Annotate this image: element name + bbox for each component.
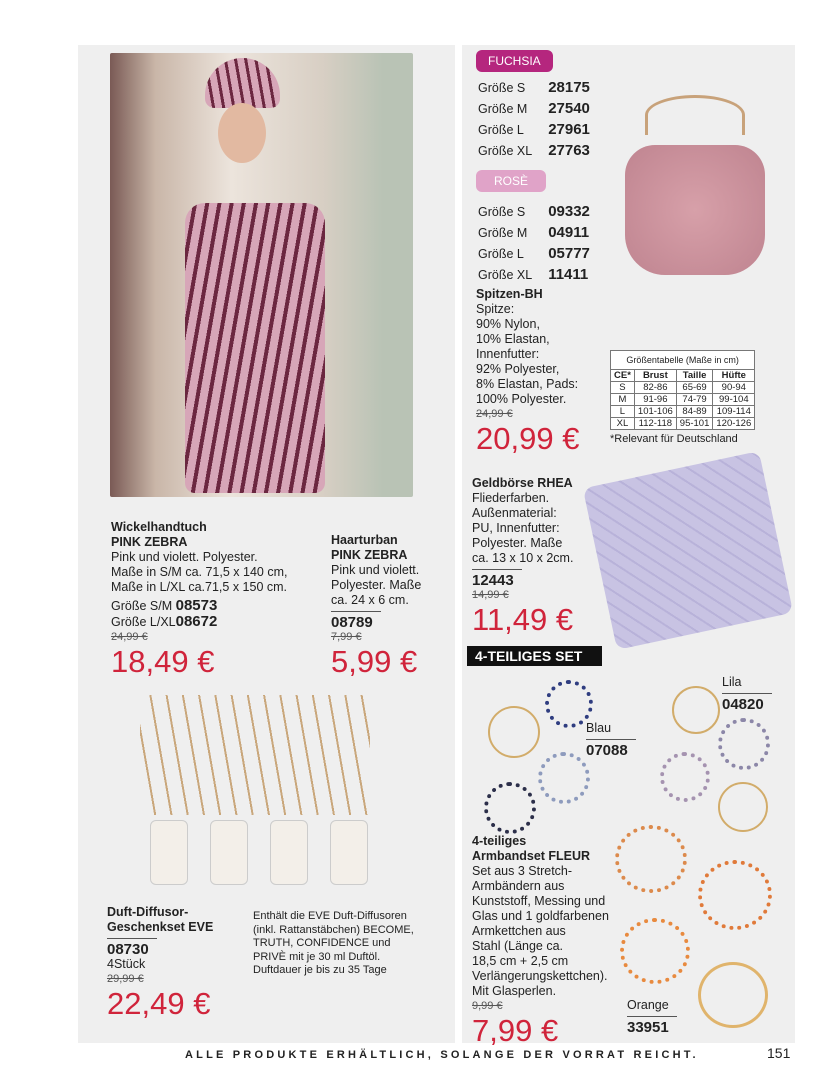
diffuser-desc: Duftdauer je bis zu 35 Tage [253,964,387,976]
turban-figure [205,58,280,108]
old-price: 29,99 € [107,973,144,985]
divider [627,1016,677,1017]
size-label: Größe S [478,80,526,95]
bracelet-lila [718,718,770,770]
turban-subtitle: PINK ZEBRA [331,548,408,562]
article-code: 08672 [175,613,218,630]
table-header: Hüfte [713,370,755,382]
size-label: Größe XL [478,143,533,158]
cell: 101-106 [634,406,676,418]
towel-desc: Maße in S/M ca. 71,5 x 140 cm, [111,565,288,579]
towel-desc: Pink und violett. Polyester. [111,550,258,564]
bracelet-orange [620,918,690,984]
bra-desc: 8% Elastan, Pads: [476,377,579,391]
wallet-desc: ca. 13 x 10 x 2cm. [472,551,574,565]
cell: 112-118 [634,418,676,430]
old-price: 24,99 € [476,408,513,420]
bra-desc: 10% Elastan, [476,332,550,346]
divider [107,938,157,939]
towel-title: Wickelhandtuch [111,520,207,534]
table-row [611,394,755,406]
cell: 65-69 [676,382,713,394]
article-code: 05777 [548,245,590,262]
table-header: Taille [676,370,713,382]
cell: 109-114 [713,406,755,418]
size-list [476,200,592,286]
table-header: Brust [634,370,676,382]
article-code: 27961 [548,121,590,138]
diffuser-desc: TRUTH, CONFIDENCE und [253,937,391,949]
variant-name: Blau [586,721,612,735]
price: 11,49 € [472,602,574,637]
size-label: Größe S [478,204,526,219]
size-label: Größe L [478,122,524,137]
cell: 74-79 [676,394,713,406]
cell: 82-86 [634,382,676,394]
bracelet-blue [538,752,590,804]
size-table-note: *Relevant für Deutschland [610,433,738,445]
cell: 120-126 [713,418,755,430]
article-code: 08730 [107,941,149,958]
size-label: Größe M [478,101,528,116]
divider [472,569,522,570]
cell: S [611,382,635,394]
bracelet-blue [484,782,536,834]
bracelet-desc: Set aus 3 Stretch- [472,864,573,878]
bra-desc: Innenfutter: [476,347,540,361]
bracelet-desc: Armkettchen aus [472,924,566,938]
cell: 99-104 [713,394,755,406]
cell: XL [611,418,635,430]
cell: 91-96 [634,394,676,406]
old-price: 7,99 € [331,631,362,643]
article-code: 04911 [548,224,590,241]
variant-badge-rose: ROSÈ [476,170,546,192]
turban-desc: Pink und violett. [331,563,420,577]
bracelet-desc: Verlängerungskettchen). [472,969,608,983]
wallet-desc: Außenmaterial: [472,506,557,520]
old-price: 9,99 € [472,1000,503,1012]
diffuser-desc: PRIVÈ mit je 30 ml Duftöl. [253,950,381,963]
cell: L [611,406,635,418]
turban-title: Haarturban [331,533,398,547]
bra-title: Spitzen-BH [476,287,543,301]
wallet-title: Geldbörse RHEA [472,476,573,490]
size-label: Größe L/XL [111,615,176,629]
page-number: 151 [767,1045,791,1061]
price: 20,99 € [476,421,580,456]
article-code: 27540 [548,100,590,117]
bracelet-orange [698,962,768,1028]
old-price: 14,99 € [472,589,509,601]
size-list [476,76,592,162]
bracelet-desc: 18,5 cm + 2,5 cm [472,954,569,968]
size-label: Größe XL [478,267,533,282]
diffuser-desc: Enthält die EVE Duft-Diffusoren [253,910,407,922]
towel-photo [110,53,413,497]
size-label: Größe L [478,246,524,261]
towel-figure [185,203,325,493]
bracelet-lila [718,782,768,832]
cell: 84-89 [676,406,713,418]
article-code: 28175 [548,79,590,96]
article-code: 27763 [548,142,590,159]
price: 18,49 € [111,644,215,679]
size-table [610,350,755,430]
price: 22,49 € [107,986,211,1021]
wallet-desc: PU, Innenfutter: [472,521,560,535]
cell: M [611,394,635,406]
divider [722,693,772,694]
article-code: 08573 [175,597,218,614]
availability-notice: ALLE PRODUKTE ERHÄLTLICH, SOLANGE DER VORRAT REICHT. [185,1049,699,1061]
diffuser-title: Duft-Diffusor- [107,905,189,919]
article-code: 08789 [331,614,373,631]
wallet-desc: Fliederfarben. [472,491,550,505]
bra-desc: 100% Polyester. [476,392,567,406]
table-row [611,418,755,430]
bracelet-title: 4-teiliges [472,834,527,848]
bra-desc: 90% Nylon, [476,317,540,331]
bracelet-desc: Armbändern aus [472,879,565,893]
article-code: 07088 [586,742,628,759]
wallet-desc: Polyester. Maße [472,536,563,550]
cell: 90-94 [713,382,755,394]
turban-desc: Polyester. Maße [331,578,422,592]
bracelet-gold [488,706,540,758]
bra-photo [615,95,775,280]
divider [586,739,636,740]
bra-desc: Spitze: [476,302,515,316]
bra-desc: 92% Polyester, [476,362,560,376]
bracelet-desc: Kunststoff, Messing und [472,894,606,908]
old-price: 24,99 € [111,631,148,643]
size-label: Größe M [478,225,528,240]
face [218,103,266,163]
variant-name: Lila [722,675,742,689]
bracelet-orange [615,825,687,893]
article-code: 12443 [472,572,514,589]
article-code: 09332 [548,203,590,220]
variant-badge-fuchsia: FUCHSIA [476,50,553,72]
bracelet-lila [672,686,720,734]
bracelet-desc: Stahl (Länge ca. [472,939,564,953]
article-code: 04820 [722,696,764,713]
towel-subtitle: PINK ZEBRA [111,535,188,549]
table-header: CE* [611,370,635,382]
diffuser-photo [130,695,380,890]
quantity: 4Stück [107,957,146,971]
divider [331,611,381,612]
size-label: Größe S/M [111,599,173,613]
towel-desc: Maße in L/XL ca.71,5 x 150 cm. [111,580,288,594]
diffuser-subtitle: Geschenkset EVE [107,920,214,934]
bracelet-subtitle: Armbandset FLEUR [472,849,591,863]
bracelet-desc: Glas und 1 goldfarbenen [472,909,609,923]
set-banner: 4-TEILIGES SET [467,646,602,666]
diffuser-desc: (inkl. Rattanstäbchen) BECOME, [253,923,414,936]
turban-desc: ca. 24 x 6 cm. [331,593,409,607]
bracelet-desc: Mit Glasperlen. [472,984,557,998]
article-code: 33951 [627,1019,669,1036]
price: 7,99 € [472,1013,559,1048]
variant-name: Orange [627,998,669,1012]
cell: 95-101 [676,418,713,430]
price: 5,99 € [331,644,418,679]
table-row [611,406,755,418]
bracelet-lila [660,752,710,802]
article-code: 11411 [548,266,589,283]
size-table-caption: Größentabelle (Maße in cm) [611,351,755,370]
table-row [611,382,755,394]
bracelet-orange [698,860,772,930]
